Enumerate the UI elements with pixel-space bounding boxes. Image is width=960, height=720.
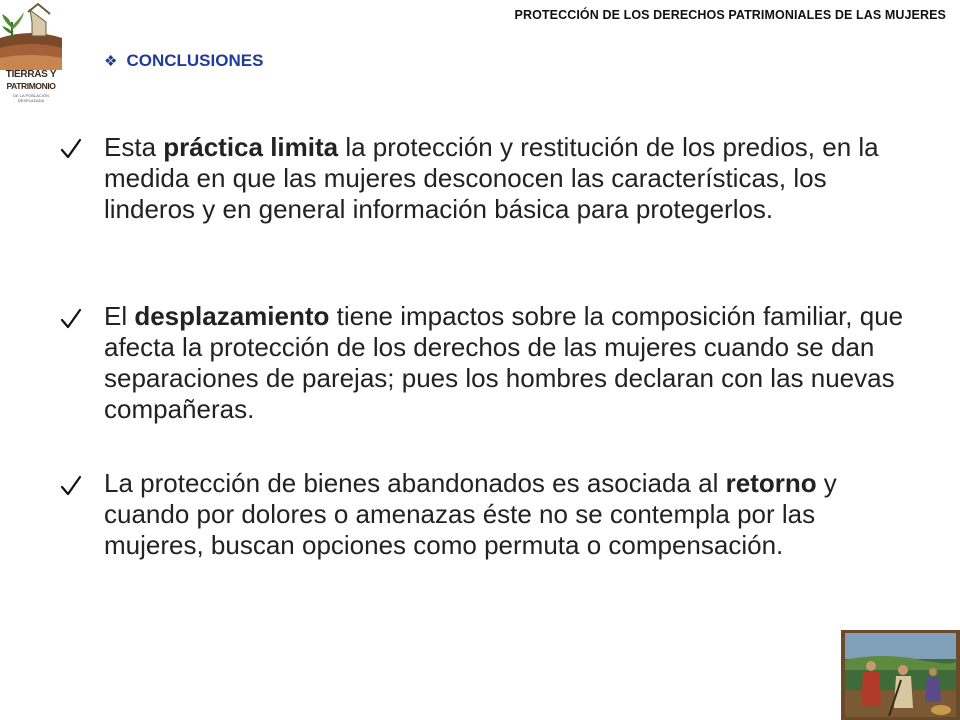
bullet-text xyxy=(104,132,904,225)
section-heading xyxy=(104,49,263,73)
header-title: PROTECCIÓN DE LOS DERECHOS PATRIMONIALES DE LAS MUJERES xyxy=(514,8,946,22)
tierras-y-patrimonio-logo xyxy=(0,0,62,104)
bullet-text-start: La protección de bienes abandonados es asociada al xyxy=(104,468,726,498)
checkmark-icon xyxy=(60,138,82,160)
farmers-painting-image xyxy=(841,630,960,720)
diamond-bullet-icon: ❖ xyxy=(104,52,118,70)
logo-line3: DE LA POBLACIÓN DESPLAZADA xyxy=(13,93,49,103)
bullet-text-end: la protección y restitución de los predios, en la medida en que las mujeres desconocen las características, los linderos y en general información básica para protegerlos. xyxy=(104,132,879,224)
logo-emblem-icon xyxy=(0,0,62,70)
section-title: CONCLUSIONES xyxy=(126,51,264,70)
checkmark-icon xyxy=(60,475,82,497)
bullet-text-emphasis: desplazamiento xyxy=(134,301,330,331)
bullet-text-end: y cuando por dolores o amenazas éste no se contempla por las mujeres, buscan opciones como permuta o compensación. xyxy=(104,468,837,560)
bullet-text-end: tiene impactos sobre la composición familiar, que afecta la protección de los derechos de las mujeres cuando se dan separaciones de parejas; pues los hombres declaran con las nuevas compañeras. xyxy=(104,301,904,424)
checkmark-icon xyxy=(60,308,82,330)
bullet-text-start: Esta xyxy=(104,132,164,162)
bullet-text xyxy=(104,301,904,425)
logo-line1: TIERRAS Y xyxy=(5,69,57,80)
bullet-text-emphasis: retorno xyxy=(725,468,817,498)
bullet-text xyxy=(104,468,904,561)
logo-line2: PATRIMONIO xyxy=(6,81,56,91)
bullet-text-emphasis: práctica limita xyxy=(163,132,339,162)
bullet-text-start: El xyxy=(104,301,135,331)
